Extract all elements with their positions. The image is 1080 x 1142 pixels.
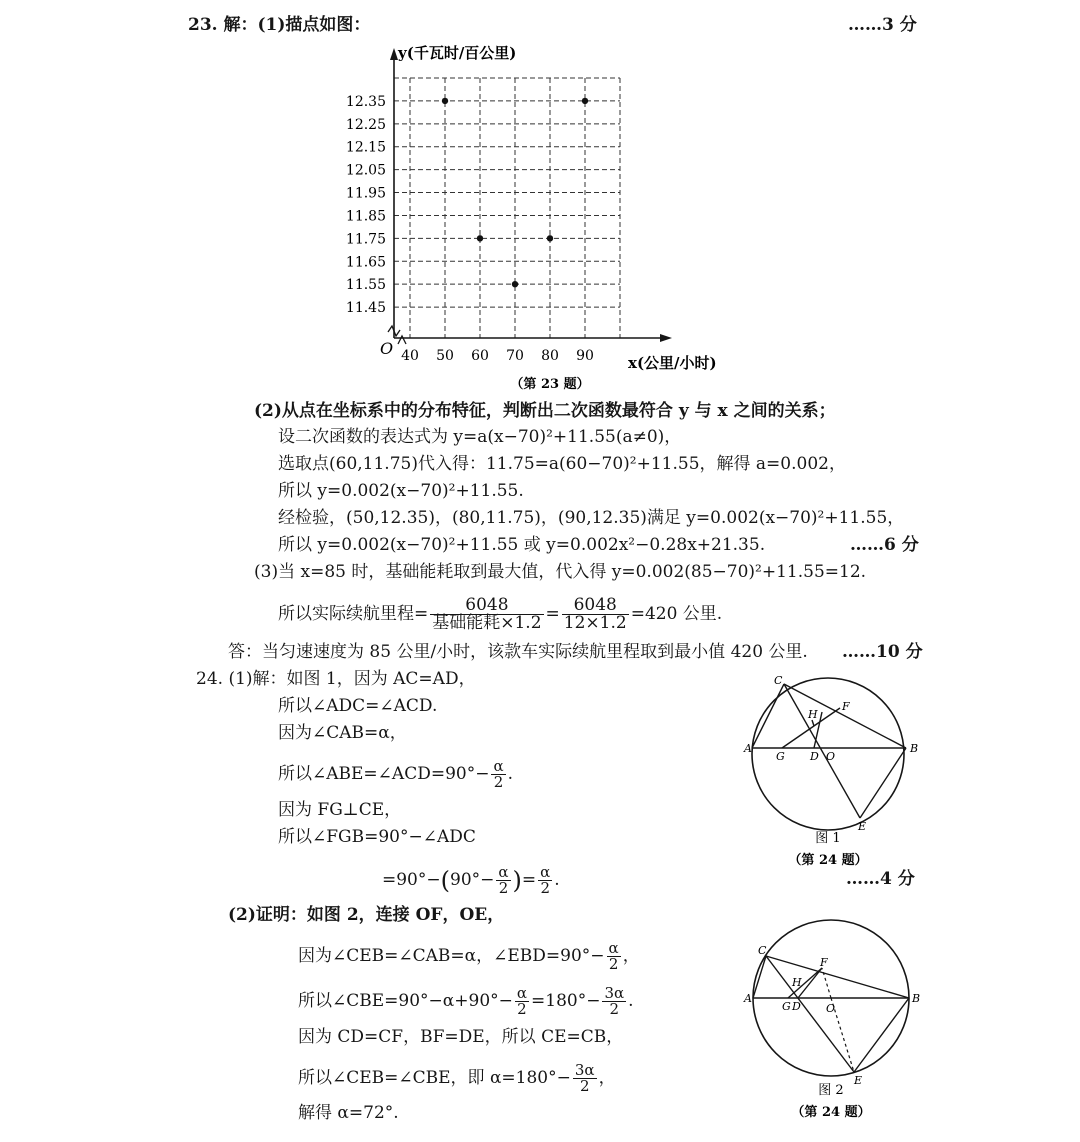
fig2-question-caption: （第 24 题） [791, 1105, 871, 1120]
svg-text:G: G [776, 750, 785, 763]
q23-part3-line2: 所以实际续航里程= $\frac{6048}{\text{基础能耗×1.2}}$ = $\frac{6048}{12\times 1.2}$ =420 公里. [278, 595, 723, 633]
svg-text:O: O [826, 1002, 836, 1015]
svg-text:F: F [842, 700, 850, 713]
fig2-labels [743, 944, 920, 1087]
svg-text:D: D [810, 750, 819, 763]
q24-part2-line3: 所以∠CBE=90°−α+90°− $\frac{\alpha}{2}$ =180°− $\frac{3\alpha}{2}$ . [298, 984, 634, 1018]
y-tick-label: 11.55 [345, 277, 386, 294]
x-tick-label: 70 [506, 348, 524, 364]
svg-text:D: D [792, 1000, 801, 1013]
chart-ticks [346, 94, 594, 364]
svg-text:C: C [758, 944, 767, 957]
y-tick-label: 11.75 [345, 231, 386, 248]
fig1-question-caption: （第 24 题） [788, 853, 868, 868]
y-axis-arrow [390, 48, 398, 60]
q23-heading: 23. 解：(1)描点如图： [188, 15, 371, 35]
x-axis-label: x(公里/小时) [628, 354, 717, 372]
q24-part2-line6: 解得 α=72°. [298, 1103, 399, 1123]
q23-part2-line5: 经检验，(50,12.35)，(80,11.75)，(90,12.35)满足 y=0.002(x−70)²+11.55， [278, 508, 905, 528]
svg-text:E: E [858, 820, 867, 833]
data-point [547, 235, 553, 241]
x-tick-label: 80 [541, 348, 559, 364]
q23-part3-line1: (3)当 x=85 时，基础能耗取到最大值，代入得 y=0.002(85−70)²+11.55=12. [254, 562, 867, 582]
y-tick-label: 11.85 [345, 208, 386, 225]
fig1-caption: 图 1 [815, 831, 841, 846]
chart-caption: （第 23 题） [510, 377, 590, 392]
y-tick-label: 12.05 [345, 162, 386, 179]
q23-part2-line6: 所以 y=0.002(x−70)²+11.55 或 y=0.002x²−0.28x+21.35. [278, 535, 766, 555]
scatter-chart [330, 38, 770, 400]
q23-part2-line2: 设二次函数的表达式为 y=a(x−70)²+11.55(a≠0)， [278, 427, 682, 447]
svg-text:H: H [792, 976, 802, 989]
chart-axes [388, 48, 672, 344]
q24-part2-line5: 所以∠CEB=∠CBE，即 α=180°− $\frac{3\alpha}{2}$ ， [298, 1061, 616, 1095]
y-tick-label: 11.65 [345, 254, 386, 271]
svg-text:H: H [808, 708, 818, 721]
q23-part2-line3: 选取点(60,11.75)代入得：11.75=a(60−70)²+11.55，解得 a=0.002， [278, 454, 846, 474]
svg-text:E: E [854, 1074, 863, 1087]
q24-part2-line1: (2)证明：如图 2，连接 OF，OE， [228, 905, 505, 925]
q24-line3: 因为∠CAB=α， [278, 723, 407, 743]
y-tick-label: 12.15 [345, 139, 386, 156]
figure-1 [740, 672, 920, 872]
q23-part2-line1: (2)从点在坐标系中的分布特征，判断出二次函数最符合 y 与 x 之间的关系； [254, 401, 836, 421]
x-tick-label: 40 [401, 348, 419, 364]
x-tick-label: 50 [436, 348, 454, 364]
score-3: ……3 分 [848, 15, 917, 35]
data-point [512, 281, 518, 287]
x-tick-label: 60 [471, 348, 489, 364]
q24-line6: 所以∠FGB=90°−∠ADC [278, 827, 476, 847]
svg-text:A: A [744, 742, 752, 755]
figure-2 [736, 918, 926, 1128]
q24-line5: 因为 FG⊥CE， [278, 800, 402, 820]
svg-text:O: O [826, 750, 836, 763]
q23-part2-line4: 所以 y=0.002(x−70)²+11.55. [278, 481, 524, 501]
y-tick-label: 12.25 [345, 116, 386, 133]
y-axis-label: y(千瓦时/百公里) [398, 44, 517, 62]
fig2-dashed [822, 968, 854, 1072]
y-tick-label: 11.95 [345, 185, 386, 202]
svg-text:B: B [912, 992, 921, 1005]
origin-label: O [380, 339, 394, 358]
data-point [442, 98, 448, 104]
svg-text:C: C [774, 674, 783, 687]
q24-line1: 24. (1)解：如图 1，因为 AC=AD， [196, 669, 476, 689]
q24-line4: 所以∠ABE=∠ACD=90°− $\frac{\alpha}{2}$ . [278, 757, 513, 791]
x-axis-arrow [660, 334, 672, 342]
score-6: ……6 分 [850, 535, 919, 555]
q24-part2-line2: 因为∠CEB=∠CAB=α，∠EBD=90°− $\frac{\alpha}{2}$ ， [298, 939, 640, 973]
q24-part2-line4: 因为 CD=CF，BF=DE，所以 CE=CB， [298, 1027, 624, 1047]
svg-text:B: B [910, 742, 919, 755]
y-tick-label: 12.35 [345, 93, 386, 110]
data-point [477, 235, 483, 241]
score-10: ……10 分 [842, 642, 923, 662]
q23-answer: 答：当匀速速度为 85 公里/小时，该款车实际续航里程取到最小值 420 公里. [228, 642, 808, 662]
score-4: ……4 分 [846, 869, 915, 889]
chart-grid [394, 78, 620, 338]
y-tick-label: 11.45 [345, 300, 386, 317]
q24-line2: 所以∠ADC=∠ACD. [278, 696, 438, 716]
fig2-caption: 图 2 [818, 1083, 844, 1098]
data-point [582, 98, 588, 104]
svg-text:A: A [744, 992, 752, 1005]
svg-text:F: F [820, 956, 828, 969]
x-tick-label: 90 [576, 348, 594, 364]
fig1-labels [743, 674, 918, 833]
svg-text:G: G [782, 1000, 791, 1013]
q24-line7: =90°−(90°− $\frac{\alpha}{2}$ )= $\frac{\alpha}{2}$ . [382, 863, 560, 897]
